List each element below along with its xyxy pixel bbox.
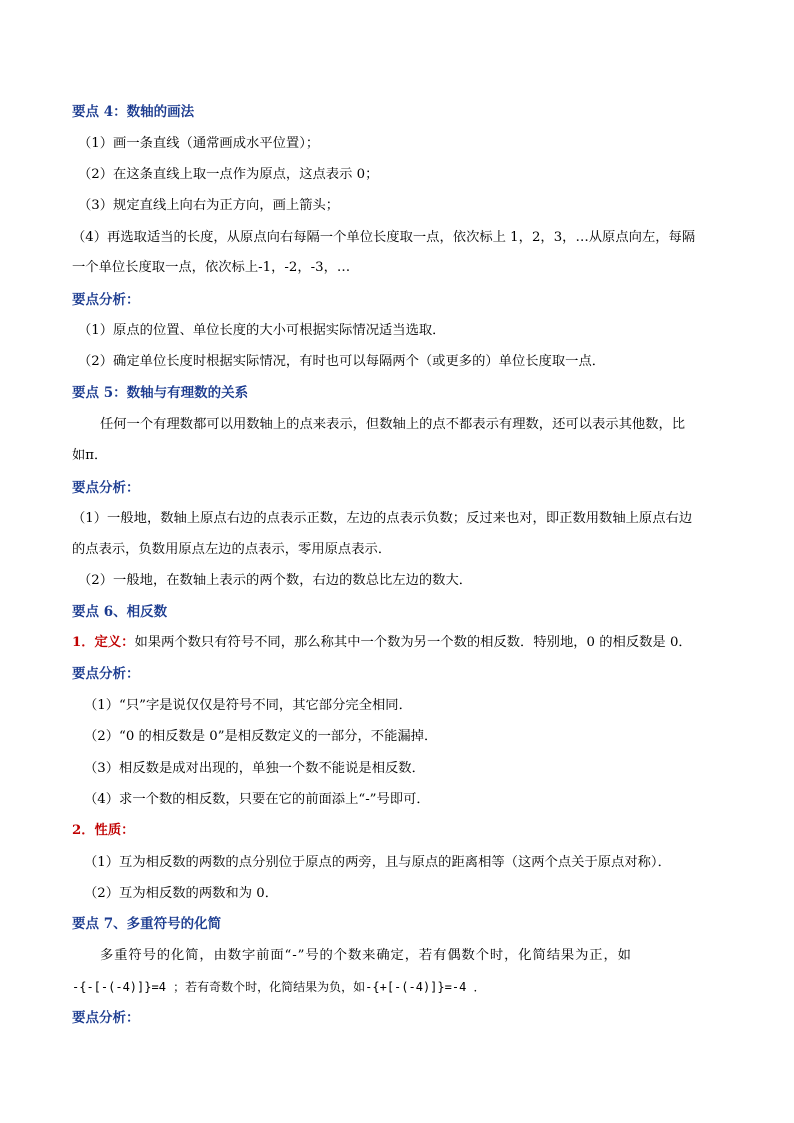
sec6-property-1: （1）互为相反数的两数的点分别位于原点的两旁，且与原点的距离相等（这两个点关于原点对称）． <box>84 855 671 870</box>
section-6-title: 要点 6、相反数 <box>72 604 168 620</box>
sec4-analysis-1: （1）原点的位置、单位长度的大小可根据实际情况适当选取． <box>78 323 446 338</box>
sec4-analysis-title: 要点分析： <box>72 292 140 308</box>
sec6-definition-label: 1．定义： <box>72 635 135 650</box>
sec7-paragraph-l1: 多重符号的化简，由数字前面“-”号的个数来确定，若有偶数个时，化简结果为正，如 <box>100 948 632 963</box>
sec6-property-label: 2．性质： <box>72 823 135 838</box>
sec4-item-2: （2）在这条直线上取一点作为原点，这点表示 0； <box>78 167 379 182</box>
sec7-paragraph-l2: -{-[-(-4)]}=4 ；若有奇数个时，化简结果为负，如-{+[-(-4)]}=-4 ． <box>72 980 486 994</box>
sec4-item-3: （3）规定直线上向右为正方向，画上箭头； <box>78 198 340 213</box>
sec5-analysis-1: （1）一般地，数轴上原点右边的点表示正数，左边的点表示负数；反过来也对，即正数用数轴上原点右边 <box>72 511 693 526</box>
sec5-analysis-1-cont: 的点表示，负数用原点左边的点表示，零用原点表示． <box>72 542 392 557</box>
sec4-item-1: （1）画一条直线（通常画成水平位置）； <box>78 136 320 151</box>
sec6-analysis-4: （4）求一个数的相反数，只要在它的前面添上“-”号即可． <box>84 792 430 807</box>
sec6-property-2: （2）互为相反数的两数和为 0． <box>84 886 279 901</box>
sec4-analysis-2: （2）确定单位长度时根据实际情况，有时也可以每隔两个（或更多的）单位长度取一点． <box>78 354 606 369</box>
section-5-title: 要点 5：数轴与有理数的关系 <box>72 385 249 401</box>
sec6-analysis-2: （2）“0 的相反数是 0”是相反数定义的一部分，不能漏掉． <box>84 729 438 744</box>
sec7-analysis-title: 要点分析： <box>72 1010 140 1026</box>
sec6-definition-text: 如果两个数只有符号不同，那么称其中一个数为另一个数的相反数．特别地，0 的相反数是 0． <box>134 635 692 650</box>
sec4-item-4: （4）再选取适当的长度，从原点向右每隔一个单位长度取一点，依次标上 1，2，3，…从原点向左，每隔 <box>72 230 696 245</box>
sec4-item-4-cont: 一个单位长度取一点，依次标上-1，-2，-3，… <box>72 260 351 275</box>
sec5-analysis-title: 要点分析： <box>72 480 140 496</box>
sec5-paragraph-l1: 任何一个有理数都可以用数轴上的点来表示，但数轴上的点不都表示有理数，还可以表示其他数，比 <box>100 417 686 432</box>
sec6-analysis-title: 要点分析： <box>72 666 140 682</box>
sec5-analysis-2: （2）一般地，在数轴上表示的两个数，右边的数总比左边的数大． <box>78 573 473 588</box>
section-7-title: 要点 7、多重符号的化简 <box>72 916 222 932</box>
section-4-title: 要点 4：数轴的画法 <box>72 104 195 120</box>
sec6-analysis-3: （3）相反数是成对出现的，单独一个数不能说是相反数． <box>84 761 425 776</box>
sec6-analysis-1: （1）“只”字是说仅仅是符号不同，其它部分完全相同． <box>84 698 412 713</box>
sec5-paragraph-l2: 如π． <box>72 448 108 463</box>
sec6-definition <box>72 633 734 653</box>
